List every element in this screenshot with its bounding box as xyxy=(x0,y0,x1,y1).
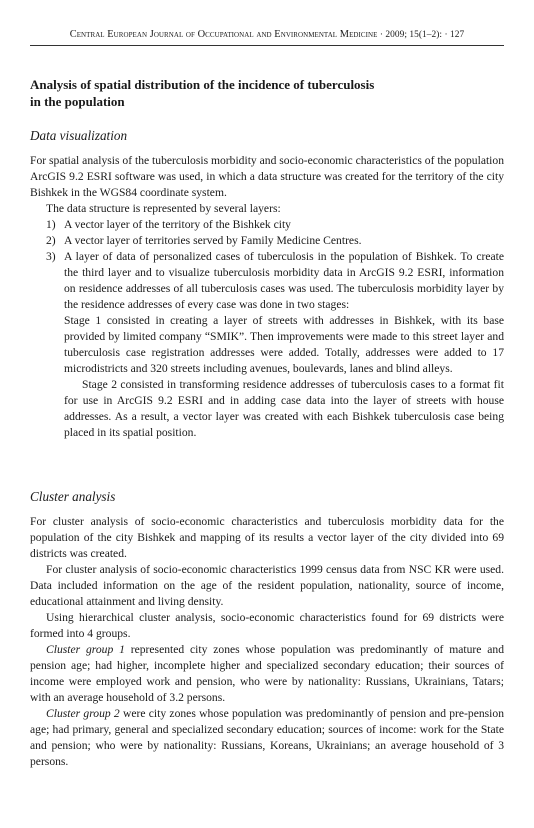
header-rule xyxy=(30,45,504,46)
stage-2-paragraph: Stage 2 consisted in transforming residence addresses of tuberculosis cases to a format fit for use in ArcGIS 9.2 ESRI and in adding case data into the layer of streets with house addresses. As a result, a vector layer was created with each Bishkek tuberculosis case being placed in its spatial position. xyxy=(64,378,504,439)
article-title xyxy=(30,77,504,110)
section-heading-cluster-analysis: Cluster analysis xyxy=(30,489,116,504)
cluster-group-1-text: represented city zones whose population was predominantly of mature and pension age; had higher, incomplete higher and specialized secondary education; their sources of income were employed work and pension, who were by nationality: Russians, Ukrainians, Tatars; with an average household of 3.2 persons. xyxy=(30,643,504,704)
journal-name: Central European Journal of Occupational and Environmental Medicine xyxy=(69,29,378,40)
stage-1-paragraph: Stage 1 consisted in creating a layer of streets with addresses in Bishkek, with its base provided by limited company “SMIK”. Then improvements were made to this street layer and tuberculosis case registration addresses were added. Totally, addresses were added to 17 microdistricts and 320 streets including avenues, boulevards, lanes and blind alleys. xyxy=(64,314,504,375)
article-title-line-2: in the population xyxy=(30,93,125,109)
paragraph: For cluster analysis of socio-economic characteristics 1999 census data from NSC KR were used. Data included information on the age of the resident population, nationality, source of income, educational attainment and living density. xyxy=(30,563,504,608)
list-item xyxy=(30,233,504,249)
list-item-number: 2) xyxy=(46,234,56,247)
list-item xyxy=(30,217,504,233)
list-item-text: A vector layer of the territory of the Bishkek city xyxy=(64,218,291,231)
paragraph: For cluster analysis of socio-economic characteristics and tuberculosis morbidity data for the population of the city Bishkek and mapping of its results a vector layer of the city divided into 69 districts was created. xyxy=(30,515,504,560)
list-item-text: A layer of data of personalized cases of tuberculosis in the population of Bishkek. To create the third layer and to visualize tuberculosis morbidity data in ArcGIS 9.2 ESRI, information on residence addresses of all tuberculosis cases was used. The tuberculosis morbidity layer by the residence addresses of every case was done in two stages: xyxy=(64,250,504,311)
layer-list xyxy=(30,217,504,313)
data-visualization-body xyxy=(30,153,504,441)
list-item-number: 3) xyxy=(46,250,56,263)
citation: · 2009; 15(1–2): · 127 xyxy=(379,30,465,40)
cluster-group-2-label: Cluster group 2 xyxy=(46,707,120,720)
cluster-group-1-label: Cluster group 1 xyxy=(46,643,125,656)
cluster-group-1-paragraph xyxy=(30,642,504,706)
list-item-number: 1) xyxy=(46,218,56,231)
list-item xyxy=(30,249,504,313)
running-header xyxy=(30,29,504,40)
paragraph: For spatial analysis of the tuberculosis morbidity and socio-economic characteristics of the population ArcGIS 9.2 ESRI software was used, in which a data structure was created for the territory of the city Bishkek in the WGS84 coordinate system. xyxy=(30,154,504,199)
cluster-analysis-body xyxy=(30,514,504,770)
paragraph: Using hierarchical cluster analysis, socio-economic characteristics found for 69 districts were formed into 4 groups. xyxy=(30,611,504,640)
article-title-line-1: Analysis of spatial distribution of the incidence of tuberculosis xyxy=(30,77,375,92)
cluster-group-2-paragraph xyxy=(30,706,504,770)
cluster-group-2-text: were city zones whose population was predominantly of pension and pre-pension age; had primary, general and specialized secondary education; sources of income: work for the State and pension; who were by nationality: Russians, Koreans, Ukrainians; an average household of 3 persons. xyxy=(30,707,504,768)
paragraph: The data structure is represented by several layers: xyxy=(46,202,281,215)
section-heading-data-visualization: Data visualization xyxy=(30,128,128,143)
list-item-text: A vector layer of territories served by Family Medicine Centres. xyxy=(64,234,362,247)
